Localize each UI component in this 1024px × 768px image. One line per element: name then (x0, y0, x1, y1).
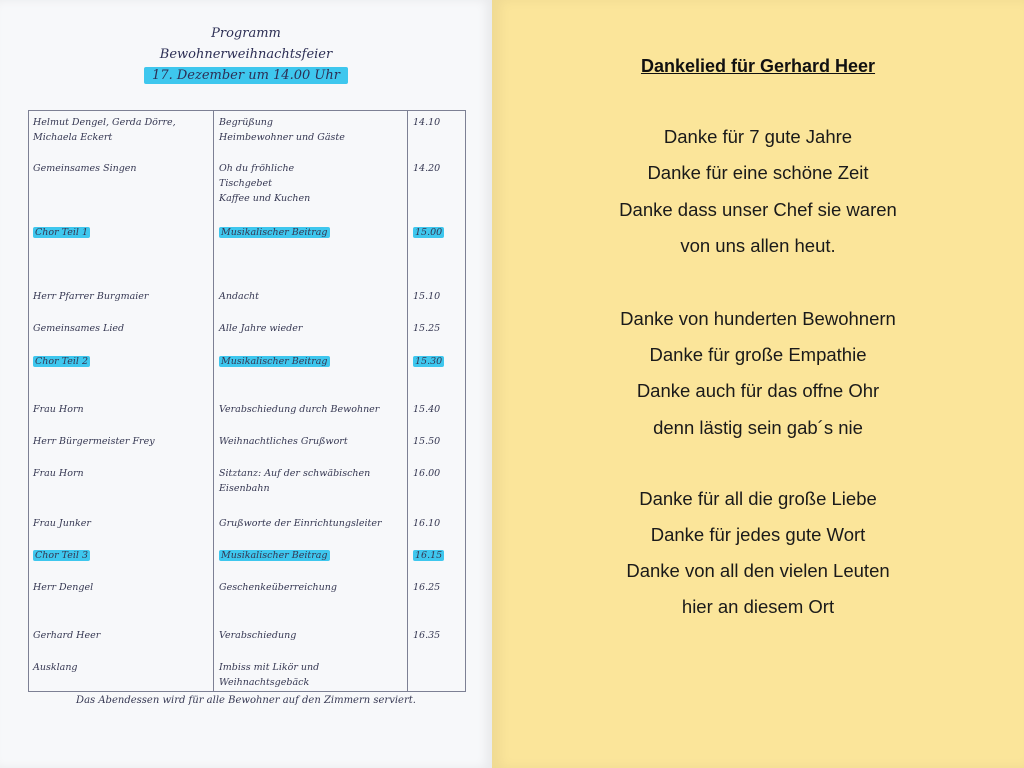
row-activity-text: Andacht (219, 291, 259, 302)
row-who-text: Helmut Dengel, Gerda Dörre, Michaela Eckert (33, 117, 176, 143)
row-who (33, 225, 209, 240)
row-activity-text: Alle Jahre wieder (219, 323, 303, 334)
row-who (33, 580, 209, 595)
row-who-text: Frau Horn (33, 404, 84, 415)
row-who-text: Chor Teil 1 (35, 227, 89, 238)
row-activity (219, 466, 403, 496)
row-who-text: Herr Pfarrer Burgmaier (33, 291, 149, 302)
song-line: hier an diesem Ort (681, 596, 835, 617)
song-line: denn lästig sein gab´s nie (653, 417, 863, 438)
row-activity-text: Geschenkeüberreichung (219, 582, 337, 593)
row-time (413, 402, 463, 417)
row-who (33, 402, 209, 417)
song-line: Danke für große Empathie (649, 344, 867, 365)
row-activity-text: Musikalischer Beitrag (221, 550, 328, 561)
row-activity-text: Musikalischer Beitrag (221, 356, 328, 367)
row-who (33, 548, 209, 563)
row-time-text: 14.20 (413, 163, 441, 174)
row-time (413, 516, 463, 531)
song-line: von uns allen heut. (680, 235, 836, 256)
row-time (413, 628, 463, 643)
row-who-text: Gemeinsames Singen (33, 163, 137, 174)
program-subtitle: Bewohnerweihnachtsfeier (159, 47, 333, 62)
row-time (413, 548, 463, 563)
row-time-text: 16.10 (413, 518, 441, 529)
row-who (33, 161, 209, 176)
row-time-text: 15.40 (413, 404, 441, 415)
row-time (413, 225, 463, 240)
row-time-text: 16.35 (413, 630, 441, 641)
song-line: Danke für eine schöne Zeit (647, 162, 869, 183)
row-time (413, 580, 463, 595)
row-activity (219, 289, 403, 304)
row-activity-text: Oh du fröhliche Tischgebet Kaffee und Kuchen (219, 163, 311, 204)
schedule-table (28, 110, 466, 692)
row-time-text: 16.15 (415, 550, 443, 561)
row-time-text: 14.10 (413, 117, 441, 128)
song-line: Danke für 7 gute Jahre (663, 126, 853, 147)
row-time-text: 15.50 (413, 436, 441, 447)
row-activity (219, 402, 403, 417)
row-activity-text: Grußworte der Einrichtungsleiter (219, 518, 382, 529)
row-who (33, 516, 209, 531)
row-activity (219, 161, 403, 206)
row-activity-text: Sitztanz: Auf der schwäbischen Eisenbahn (219, 468, 371, 494)
row-who (33, 466, 209, 481)
program-date-text: 17. Dezember um 14.00 Uhr (144, 67, 348, 84)
row-activity (219, 225, 403, 240)
row-activity-text: Weihnachtliches Grußwort (219, 436, 348, 447)
row-activity (219, 516, 403, 531)
row-time (413, 115, 463, 130)
row-who (33, 354, 209, 369)
row-time-text: 16.00 (413, 468, 441, 479)
row-activity-text: Musikalischer Beitrag (221, 227, 328, 238)
song-sheet (492, 0, 1024, 768)
row-activity-text: Begrüßung Heimbewohner und Gäste (219, 117, 345, 143)
program-footer-note: Das Abendessen wird für alle Bewohner auf den Zimmern serviert. (76, 695, 416, 706)
row-activity (219, 628, 403, 643)
row-time (413, 434, 463, 449)
program-sheet (0, 0, 492, 768)
row-time-text: 15.10 (413, 291, 441, 302)
row-time-text: 15.25 (413, 323, 441, 334)
row-activity (219, 434, 403, 449)
song-line: Danke auch für das offne Ohr (636, 380, 880, 401)
row-who (33, 660, 209, 675)
row-activity (219, 580, 403, 595)
row-who-text: Chor Teil 3 (35, 550, 89, 561)
row-time (413, 289, 463, 304)
row-time-text: 15.30 (415, 356, 443, 367)
row-time (413, 321, 463, 336)
row-who (33, 321, 209, 336)
row-who (33, 115, 209, 145)
column-divider (213, 111, 214, 691)
row-who-text: Gemeinsames Lied (33, 323, 125, 334)
row-activity (219, 321, 403, 336)
column-divider (407, 111, 408, 691)
row-activity (219, 660, 403, 690)
row-time-text: 16.25 (413, 582, 441, 593)
song-line: Danke von hunderten Bewohnern (620, 308, 896, 329)
row-who (33, 289, 209, 304)
song-line: Danke für jedes gute Wort (650, 524, 866, 545)
row-time (413, 466, 463, 481)
program-date (0, 68, 492, 83)
row-activity (219, 354, 403, 369)
row-who-text: Gerhard Heer (33, 630, 101, 641)
program-title: Programm (211, 26, 281, 41)
row-who-text: Frau Horn (33, 468, 84, 479)
row-activity (219, 548, 403, 563)
row-who (33, 434, 209, 449)
row-activity (219, 115, 403, 145)
song-line: Danke von all den vielen Leuten (626, 560, 890, 581)
row-time-text: 15.00 (415, 227, 443, 238)
row-who-text: Herr Bürgermeister Frey (33, 436, 155, 447)
song-title: Dankelied für Gerhard Heer (640, 56, 876, 76)
row-who-text: Herr Dengel (33, 582, 94, 593)
song-line: Danke für all die große Liebe (639, 488, 877, 509)
row-activity-text: Verabschiedung durch Bewohner (219, 404, 380, 415)
row-activity-text: Imbiss mit Likör und Weihnachtsgebäck (219, 662, 320, 688)
row-who-text: Frau Junker (33, 518, 91, 529)
row-who-text: Chor Teil 2 (35, 356, 89, 367)
row-who (33, 628, 209, 643)
song-line: Danke dass unser Chef sie waren (619, 199, 897, 220)
row-who-text: Ausklang (33, 662, 78, 673)
row-time (413, 354, 463, 369)
row-activity-text: Verabschiedung (219, 630, 297, 641)
row-time (413, 161, 463, 176)
